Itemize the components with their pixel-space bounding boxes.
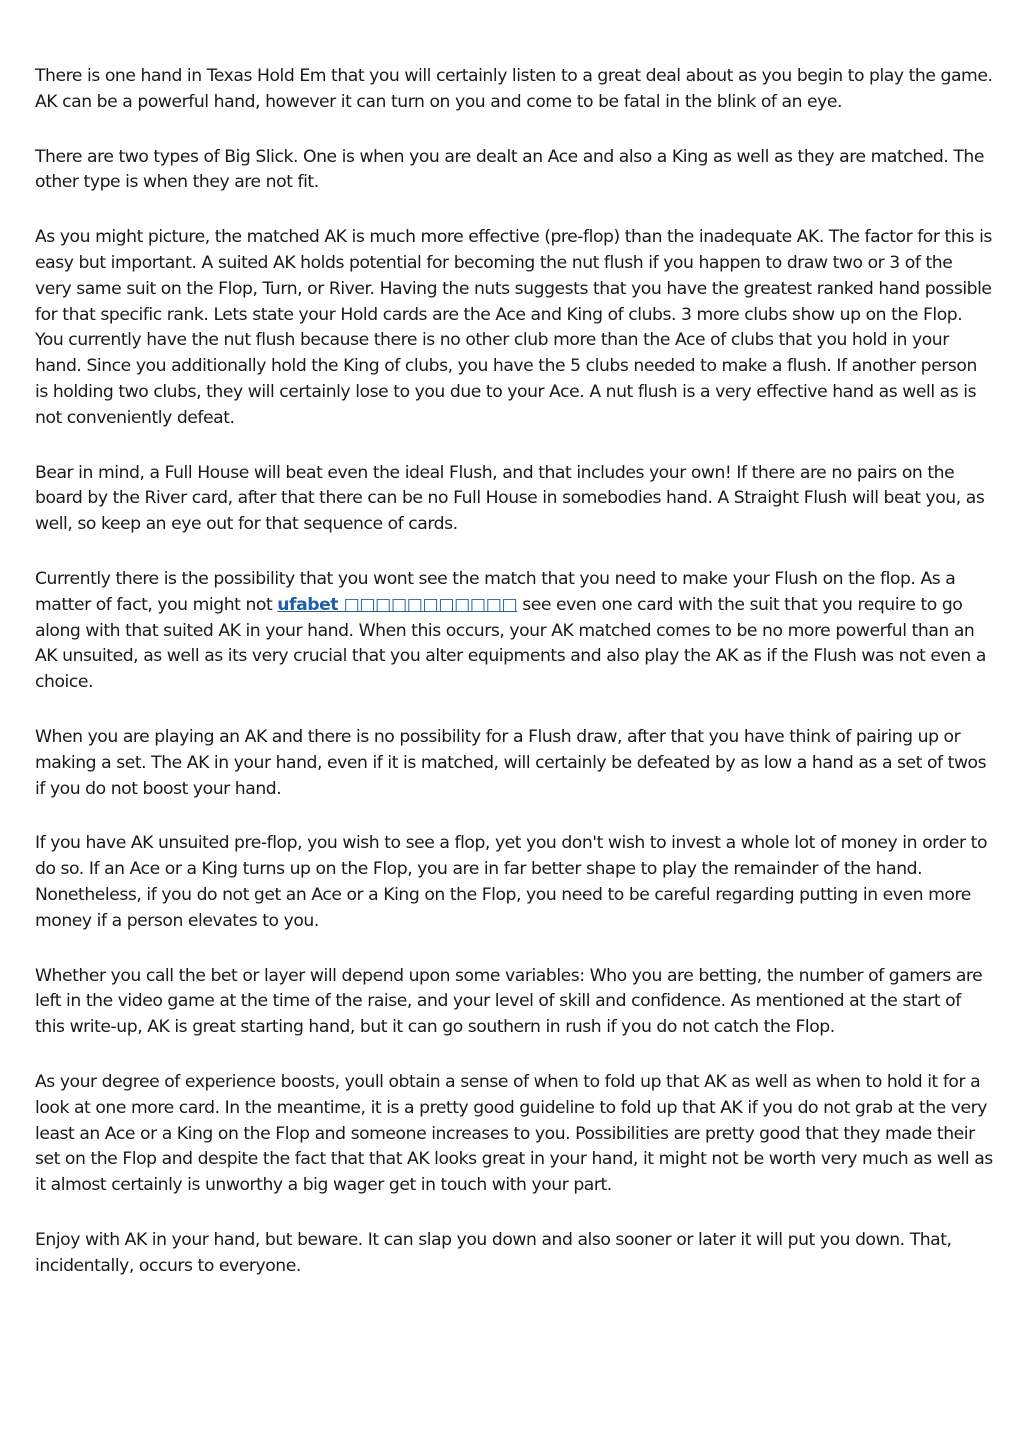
paragraph-4: Bear in mind, a Full House will beat even the ideal Flush, and that includes your own! If there are no pairs on the board by the River card, after that there can be no Full House in somebodies hand. A Straight Flush will beat you, as well, so keep an eye out for that sequence of cards. (35, 462, 985, 535)
ufabet-link[interactable]: ufabet □□□□□□□□□□□ (277, 594, 518, 615)
paragraph-6: When you are playing an AK and there is no possibility for a Flush draw, after that you have think of pairing up or making a set. The AK in your hand, even if it is matched, will certainly be defeated by as low a hand as a set of twos if you do not boost your hand. (35, 726, 987, 799)
paragraph-5 (35, 567, 993, 696)
paragraph-7: If you have AK unsuited pre-flop, you wish to see a flop, yet you don't wish to invest a whole lot of money in order to do so. If an Ace or a King turns up on the Flop, you are in far better shape to play the remainder of the hand. Nonetheless, if you do not get an Ace or a King on the Flop, you need to be careful regarding putting in even more money if a person elevates to you. (35, 833, 988, 931)
paragraph-1: There is one hand in Texas Hold Em that you will certainly listen to a great deal about as you begin to play the game. AK can be a powerful hand, however it can turn on you and come to be fatal in the blink of an eye. (35, 66, 993, 112)
paragraph-5-text-end: see even one card with the suit that you require to go along with that suited AK in your hand. When this occurs, your AK matched comes to be no more powerful than an AK unsuited, as well as its very crucial that you alter equipments and also play the AK as if the Flush was not even a choice. (35, 594, 986, 693)
paragraph-3: As you might picture, the matched AK is much more effective (pre-flop) than the inadequate AK. The factor for this is easy but important. A suited AK holds potential for becoming the nut flush if you happen to draw two or 3 of the very same suit on the Flop, Turn, or River. Having the nuts suggests that you have the greatest ranked hand possible for that specific rank. Lets state your Hold cards are the Ace and King of clubs. 3 more clubs show up on the Flop. You currently have the nut flush because there is no other club more than the Ace of clubs that you hold in your hand. Since you additionally hold the King of clubs, you have the 5 clubs needed to make a flush. If another person is holding two clubs, they will certainly lose to you due to your Ace. A nut flush is a very effective hand as well as is not conveniently defeat. (35, 227, 992, 428)
paragraph-2: There are two types of Big Slick. One is when you are dealt an Ace and also a King as well as they are matched. The other type is when they are not fit. (35, 146, 984, 193)
paragraph-9: As your degree of experience boosts, youll obtain a sense of when to fold up that AK as well as when to hold it for a look at one more card. In the meantime, it is a pretty good guideline to fold up that AK if you do not grab at the very least an Ace or a King on the Flop and someone increases to you. Possibilities are pretty good that they made their set on the Flop and despite the fact that that AK looks great in your hand, it might not be worth very much as well as it almost certainly is unworthy a big wager get in touch with your part. (35, 1071, 993, 1196)
paragraph-10: Enjoy with AK in your hand, but beware. It can slap you down and also sooner or later it will put you down. That, incidentally, occurs to everyone. (35, 1229, 952, 1276)
article-body (35, 64, 993, 1308)
paragraph-5-text-start: Currently there is the possibility that you wont see the match that you need to make your Flush on the flop. As a matter of fact, you might not (35, 568, 956, 615)
paragraph-8: Whether you call the bet or layer will depend upon some variables: Who you are betting, the number of gamers are left in the video game at the time of the raise, and your level of skill and confidence. As mentioned at the start of this write-up, AK is great starting hand, but it can go southern in rush if you do not catch the Flop. (35, 965, 983, 1038)
